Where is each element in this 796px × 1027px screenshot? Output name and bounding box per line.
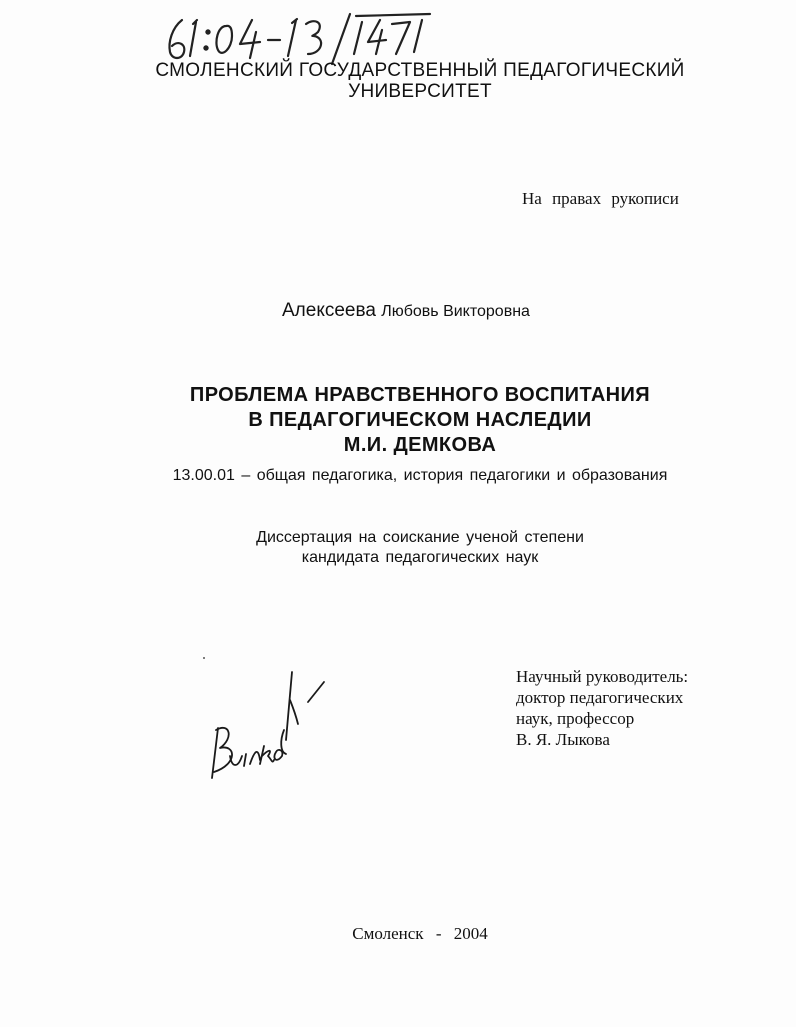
- university-line-2: УНИВЕРСИТЕТ: [348, 81, 492, 102]
- author-name: [282, 300, 530, 322]
- city-year-separator: -: [435, 924, 442, 943]
- specialty-code: 13.00.01 – общая педагогика, история педагогики и образования: [172, 467, 668, 484]
- degree-statement: [0, 528, 796, 568]
- university-line-1: СМОЛЕНСКИЙ ГОСУДАРСТВЕННЫЙ ПЕДАГОГИЧЕСКИЙ: [155, 60, 685, 81]
- supervisor-degree-line-1: доктор педагогических: [516, 688, 684, 707]
- title-line-1: ПРОБЛЕМА НРАВСТВЕННОГО ВОСПИТАНИЯ: [189, 384, 651, 406]
- author-given-names: Любовь Викторовна: [381, 303, 530, 320]
- supervisor-label: Научный руководитель:: [516, 667, 689, 686]
- supervisor-degree-line-2: наук, профессор: [516, 709, 635, 728]
- city-and-year: [0, 924, 796, 944]
- dissertation-title: [0, 383, 796, 458]
- handwritten-signature: [200, 660, 330, 785]
- degree-line-1: Диссертация на соискание ученой степени: [256, 529, 584, 546]
- year: 2004: [453, 924, 488, 943]
- supervisor-name: В. Я. Лыкова: [516, 730, 610, 749]
- scan-speck: [203, 657, 205, 659]
- title-line-2: В ПЕДАГОГИЧЕСКОМ НАСЛЕДИИ: [248, 409, 592, 431]
- manuscript-rights-note: На правах рукописи: [522, 189, 679, 208]
- scientific-supervisor: [516, 666, 688, 750]
- author-surname: Алексеева: [282, 300, 376, 321]
- city: Смоленск: [352, 924, 424, 943]
- degree-line-2: кандидата педагогических наук: [301, 549, 539, 566]
- university-name: [0, 60, 796, 102]
- title-line-3: М.И. ДЕМКОВА: [343, 434, 497, 456]
- handwritten-archive-code: [160, 8, 440, 68]
